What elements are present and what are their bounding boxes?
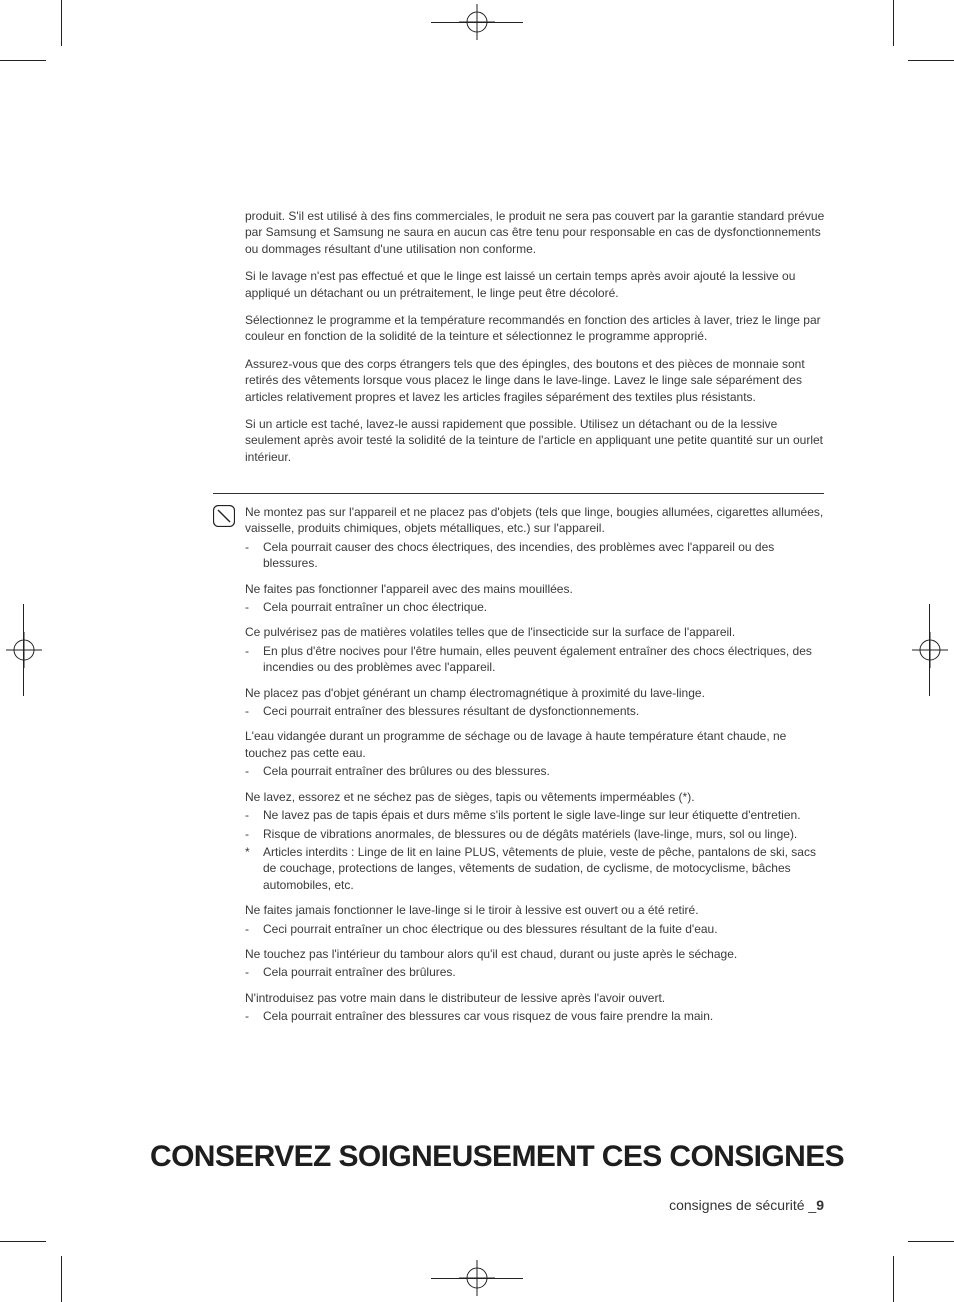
bullet-marker: - [245, 764, 249, 779]
crop-mark [431, 1278, 523, 1279]
bullet-marker: - [245, 643, 249, 658]
section-divider [213, 493, 824, 494]
warning-text: N'introduisez pas votre main dans le distributeur de lessive après l'avoir ouvert. [245, 990, 666, 1005]
consequence-text: Cela pourrait causer des chocs électriques, des incendies, des problèmes avec l'appareil ou des blessures. [263, 539, 775, 571]
footnote-text: Articles interdits : Linge de lit en laine PLUS, vêtements de pluie, veste de pêche, pantalons de ski, sacs de couchage, protections de langes, vêtements de sudation, de cyclisme, de motocyclisme, bâches automobiles, etc. [263, 844, 816, 892]
warning-text: Ne lavez, essorez et ne séchez pas de sièges, tapis ou vêtements imperméables (*). [245, 789, 695, 804]
bullet-marker: - [245, 826, 249, 841]
crop-mark [893, 0, 894, 46]
warning-text: L'eau vidangée durant un programme de séchage ou de lavage à haute température étant chaude, ne touchez pas cette eau. [245, 729, 787, 760]
consequence-text: En plus d'être nocives pour l'être humain, elles peuvent également entraîner des chocs électriques, des incendies ou des problèmes avec l'appareil. [263, 643, 812, 675]
crop-mark [61, 1256, 62, 1302]
intro-paragraph: produit. S'il est utilisé à des fins commerciales, le produit ne sera pas couvert par la garantie standard prévue par Samsung et Samsung ne saura en aucun cas être tenu pour responsable en cas de dysfonctionnements ou dommages résultant d'une utilisation non conforme. [245, 209, 825, 256]
bullet-marker: - [245, 704, 249, 719]
warning-item [245, 581, 827, 616]
intro-paragraph: Assurez-vous que des corps étrangers tels que des épingles, des boutons et des pièces de monnaie sont retirés des vêtements lorsque vous placez le linge dans le lave-linge. Lavez le linge sale séparément des articles relativement propres et lavez les articles fragiles séparément des textiles plus résistants. [245, 356, 805, 404]
bullet-marker: - [245, 921, 249, 936]
registration-mark-icon [6, 632, 42, 668]
warning-consequence [245, 763, 827, 779]
warning-text: Ne montez pas sur l'appareil et ne placez pas d'objets (tels que linge, bougies allumées, cigarettes allumées, vaisselle, produits chimiques, objets métalliques, etc.) sur l'appareil. [245, 505, 824, 536]
intro-section [245, 208, 827, 476]
consequence-text: Cela pourrait entraîner un choc électrique. [263, 600, 488, 615]
consequence-text: Cela pourrait entraîner des blessures car vous risquez de vous faire prendre la main. [263, 1009, 714, 1024]
warning-item [245, 504, 827, 572]
warning-footnote [245, 844, 827, 893]
warning-item [245, 789, 827, 893]
prohibition-icon [213, 505, 235, 527]
bullet-marker: - [245, 600, 249, 615]
consequence-text: Cela pourrait entraîner des brûlures ou des blessures. [263, 764, 550, 779]
crop-mark [0, 60, 46, 61]
intro-paragraph: Si le lavage n'est pas effectué et que le linge est laissé un certain temps après avoir ajouté la lessive ou appliqué un détachant ou un prétraitement, le linge peut être décoloré. [245, 269, 796, 300]
warning-consequence [245, 703, 827, 719]
warning-text: Ne faites jamais fonctionner le lave-linge si le tiroir à lessive est ouvert ou a été retiré. [245, 903, 699, 918]
footer-section-label: consignes de sécurité _ [669, 1197, 817, 1213]
crop-mark [61, 0, 62, 46]
page-footer [669, 1197, 824, 1213]
warning-consequence [245, 643, 827, 676]
warning-consequence [245, 599, 827, 615]
warning-item [245, 990, 827, 1025]
crop-mark [0, 1241, 46, 1242]
consequence-text: Cela pourrait entraîner des brûlures. [263, 965, 456, 980]
intro-paragraph: Si un article est taché, lavez-le aussi rapidement que possible. Utilisez un détachant ou de la lessive seulement après avoir testé la solidité de la teinture de l'article en appliquant une petite quantité sur un ourlet intérieur. [245, 417, 823, 464]
warning-consequence [245, 807, 827, 823]
asterisk-marker: * [245, 844, 250, 859]
crop-mark [893, 1256, 894, 1302]
warning-consequence [245, 1008, 827, 1024]
page-number: 9 [816, 1197, 824, 1213]
consequence-text: Ne lavez pas de tapis épais et durs même s'ils portent le sigle lave-linge sur leur étiquette d'entretien. [263, 808, 801, 823]
crop-mark [431, 22, 523, 23]
crop-mark [23, 604, 24, 696]
consequence-text: Ceci pourrait entraîner un choc électrique ou des blessures résultant de la fuite d'eau. [263, 921, 718, 936]
warning-text: Ce pulvérisez pas de matières volatiles telles que de l'insecticide sur la surface de l'appareil. [245, 625, 736, 640]
warning-text: Ne touchez pas l'intérieur du tambour alors qu'il est chaud, durant ou juste après le séchage. [245, 946, 738, 961]
page-heading: CONSERVEZ SOIGNEUSEMENT CES CONSIGNES [150, 1140, 845, 1173]
warning-consequence [245, 539, 827, 572]
crop-mark [929, 604, 930, 696]
warning-text: Ne faites pas fonctionner l'appareil avec des mains mouillées. [245, 581, 573, 596]
consequence-text: Ceci pourrait entraîner des blessures résultant de dysfonctionnements. [263, 704, 640, 719]
warning-consequence [245, 964, 827, 980]
warning-item [245, 902, 827, 937]
warning-item [245, 728, 827, 779]
intro-paragraph: Sélectionnez le programme et la température recommandés en fonction des articles à laver, triez le linge par couleur en fonction de la solidité de la teinture et sélectionnez le programme approprié. [245, 313, 821, 344]
consequence-text: Risque de vibrations anormales, de blessures ou de dégâts matériels (lave-linge, murs, sol ou linge). [263, 826, 798, 841]
bullet-marker: - [245, 808, 249, 823]
warning-item [245, 946, 827, 981]
bullet-marker: - [245, 1009, 249, 1024]
warning-consequence [245, 826, 827, 842]
warning-consequence [245, 921, 827, 937]
warning-text: Ne placez pas d'objet générant un champ électromagnétique à proximité du lave-linge. [245, 685, 705, 700]
warnings-list [245, 504, 827, 1034]
bullet-marker: - [245, 539, 249, 554]
crop-mark [908, 60, 954, 61]
crop-mark [908, 1241, 954, 1242]
bullet-marker: - [245, 965, 249, 980]
warning-item [245, 685, 827, 720]
warning-item [245, 624, 827, 675]
registration-mark-icon [912, 632, 948, 668]
